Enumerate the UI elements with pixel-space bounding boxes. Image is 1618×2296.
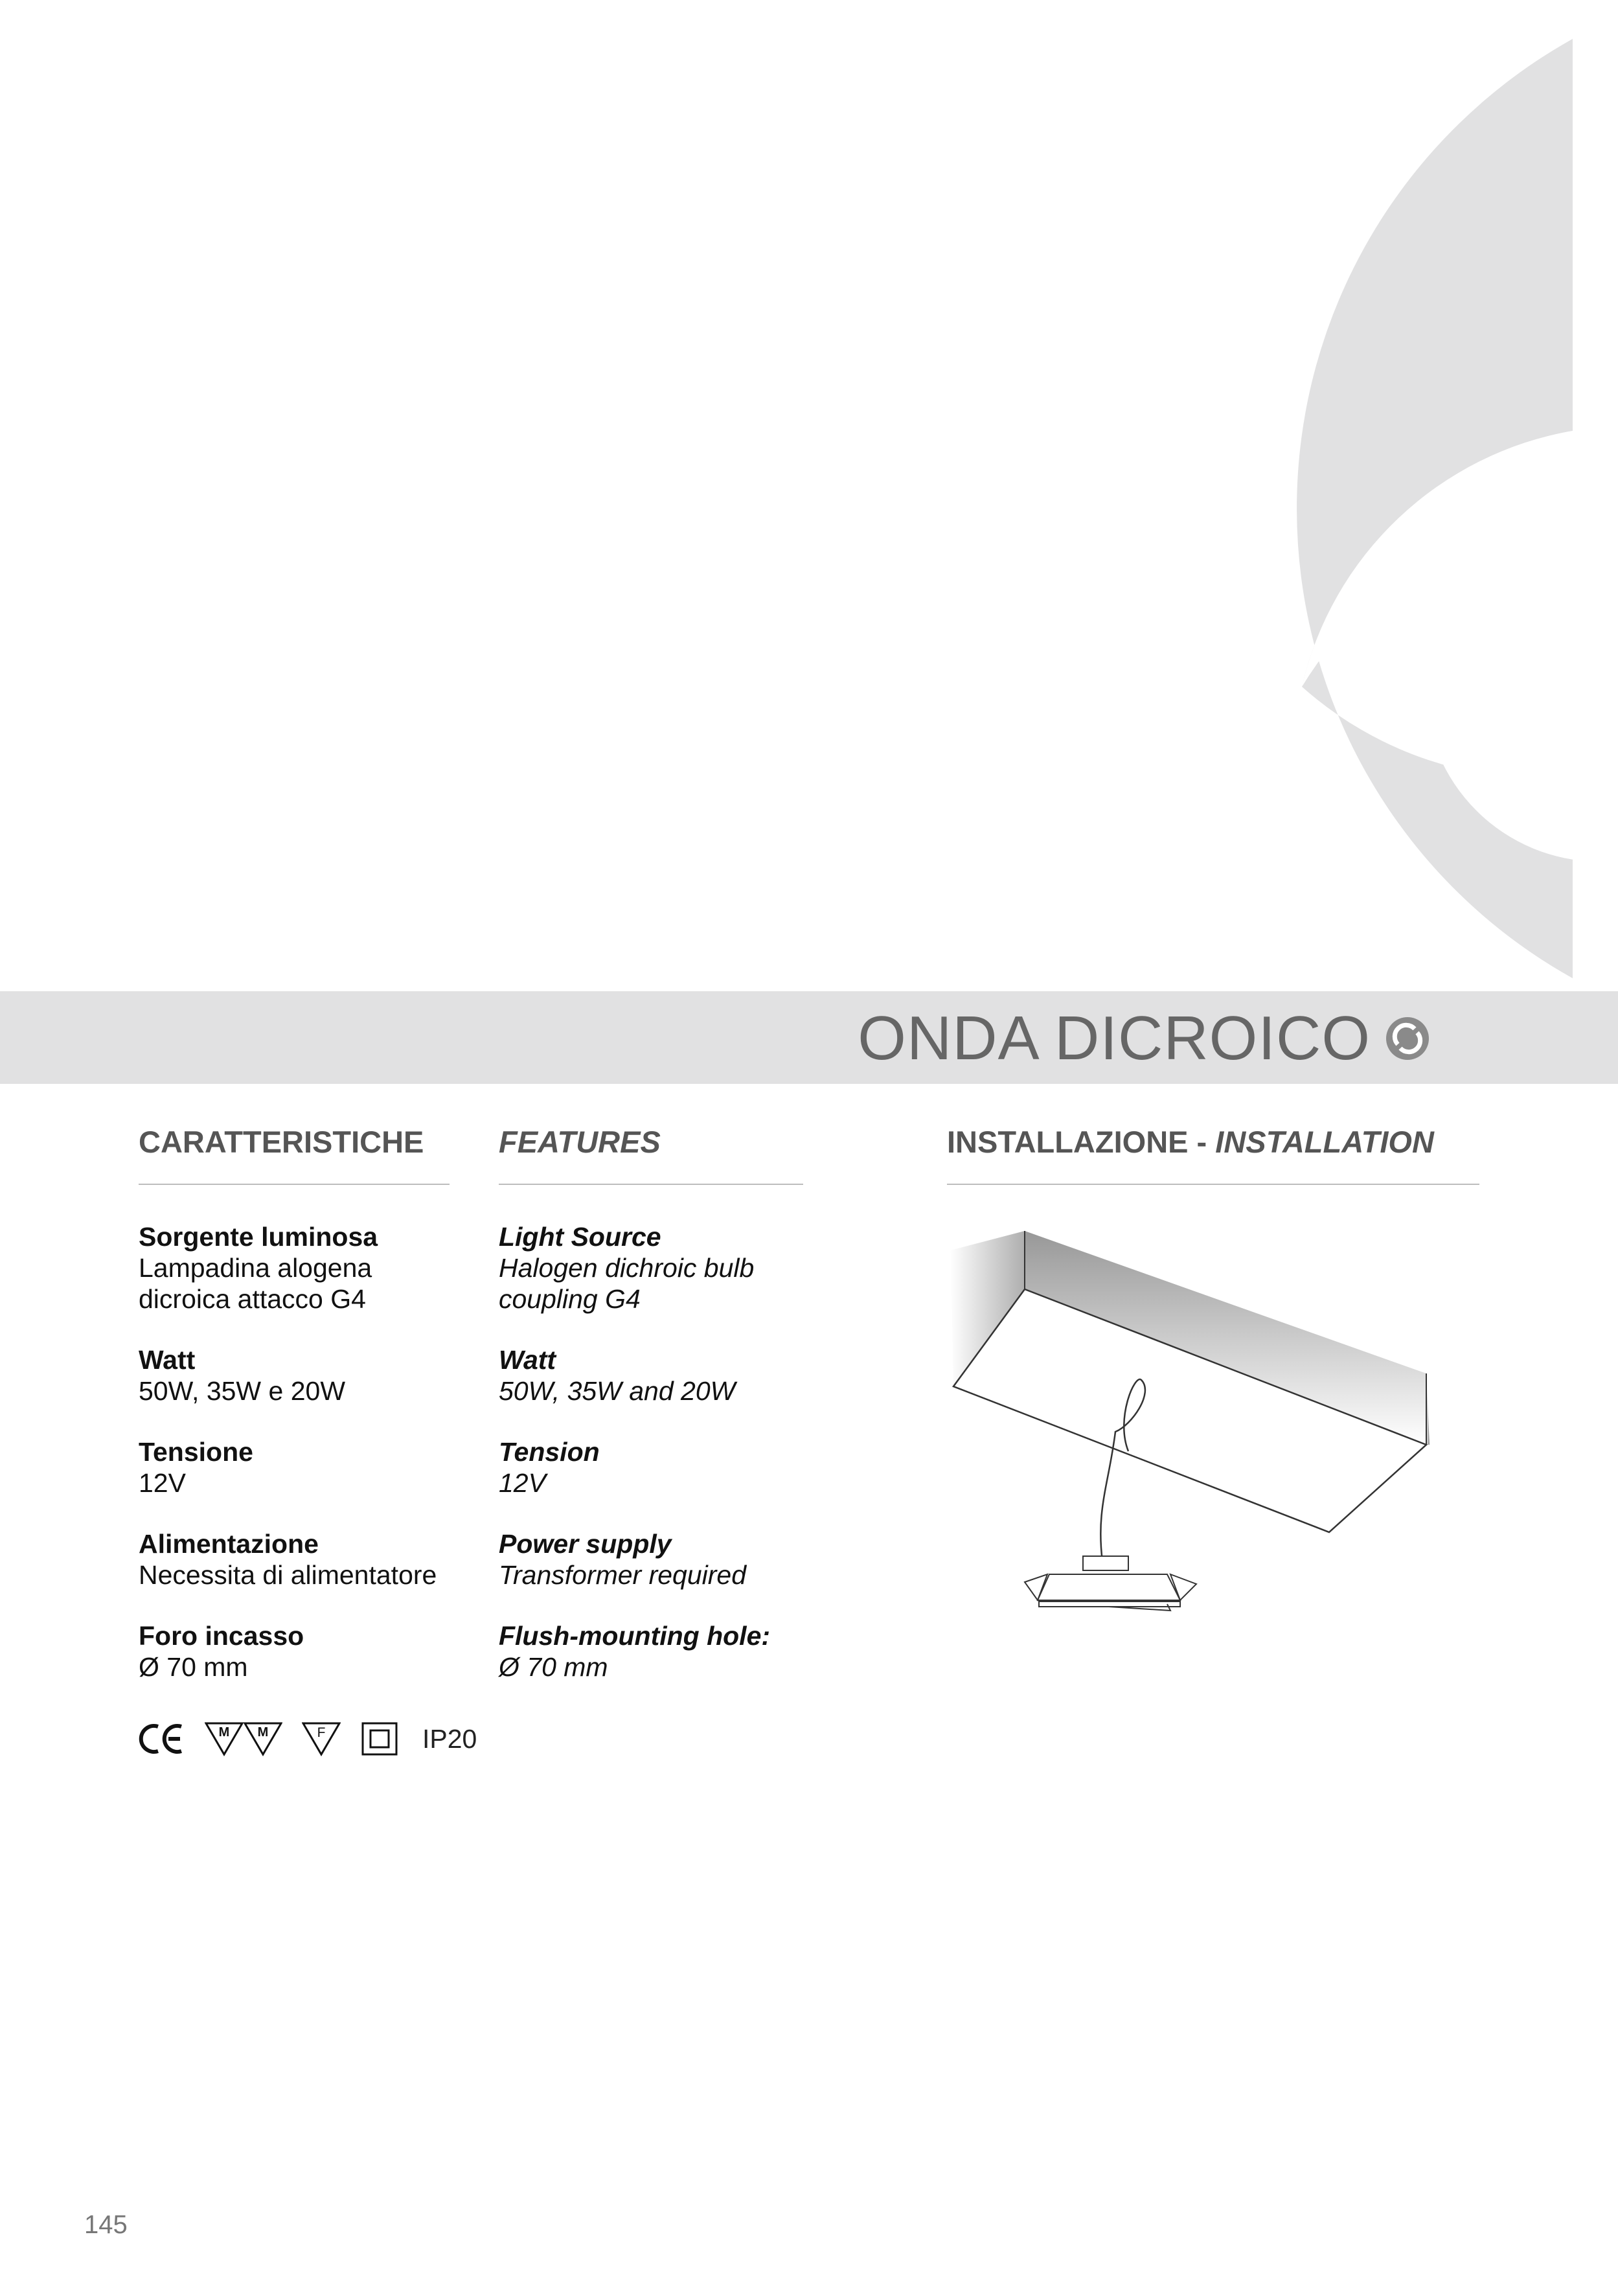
ip-rating: IP20 bbox=[422, 1723, 477, 1754]
feature-label: Flush-mounting hole: bbox=[499, 1621, 771, 1651]
feature-value: Transformer required bbox=[499, 1560, 747, 1590]
m-triangle-icon bbox=[205, 1721, 282, 1757]
feature-item bbox=[499, 1221, 803, 1314]
class-ii-square-icon bbox=[360, 1721, 399, 1757]
feature-label: Foro incasso bbox=[139, 1621, 304, 1651]
feature-value: Necessita di alimentatore bbox=[139, 1560, 437, 1590]
svg-text:F: F bbox=[317, 1725, 326, 1740]
feature-item bbox=[139, 1344, 450, 1406]
feature-item bbox=[139, 1620, 450, 1682]
feature-item bbox=[139, 1436, 450, 1498]
feature-item bbox=[499, 1344, 803, 1406]
feature-value: Ø 70 mm bbox=[499, 1652, 608, 1682]
feature-value: Lampadina alogena dicroica attacco G4 bbox=[139, 1253, 372, 1314]
feature-value: 12V bbox=[139, 1468, 186, 1498]
svg-text:M: M bbox=[257, 1725, 269, 1739]
installation-illustration bbox=[947, 1224, 1439, 1652]
installation-heading-it: INSTALLAZIONE - bbox=[947, 1125, 1216, 1159]
feature-label: Sorgente luminosa bbox=[139, 1222, 378, 1252]
feature-value: 50W, 35W e 20W bbox=[139, 1376, 346, 1406]
certification-marks bbox=[139, 1721, 477, 1757]
product-title bbox=[858, 1003, 1430, 1074]
feature-item bbox=[499, 1436, 803, 1498]
feature-label: Tensione bbox=[139, 1437, 253, 1467]
feature-item bbox=[139, 1528, 450, 1590]
installation-column bbox=[947, 1124, 1479, 1221]
feature-label: Alimentazione bbox=[139, 1529, 319, 1559]
product-title-text: ONDA DICROICO bbox=[858, 1004, 1371, 1073]
features-en-column bbox=[499, 1124, 803, 1712]
feature-item bbox=[499, 1620, 803, 1682]
brand-circle-icon bbox=[1385, 1016, 1430, 1061]
feature-item bbox=[499, 1528, 803, 1590]
decorative-swirl bbox=[0, 0, 1618, 991]
feature-label: Power supply bbox=[499, 1529, 672, 1559]
page-number: 145 bbox=[84, 2210, 128, 2239]
features-it-column bbox=[139, 1124, 450, 1712]
feature-value: 50W, 35W and 20W bbox=[499, 1376, 736, 1406]
installation-heading bbox=[947, 1124, 1479, 1185]
features-it-heading: CARATTERISTICHE bbox=[139, 1124, 450, 1185]
feature-item bbox=[139, 1221, 450, 1314]
feature-value: 12V bbox=[499, 1468, 546, 1498]
svg-text:M: M bbox=[218, 1725, 230, 1739]
feature-label: Tension bbox=[499, 1437, 600, 1467]
feature-value: Ø 70 mm bbox=[139, 1652, 248, 1682]
feature-label: Watt bbox=[139, 1345, 196, 1375]
feature-label: Watt bbox=[499, 1345, 556, 1375]
ce-mark-icon bbox=[139, 1723, 185, 1755]
features-en-heading: FEATURES bbox=[499, 1124, 803, 1185]
installation-heading-en: INSTALLATION bbox=[1215, 1125, 1434, 1159]
feature-label: Light Source bbox=[499, 1222, 661, 1252]
feature-value: Halogen dichroic bulb coupling G4 bbox=[499, 1253, 755, 1314]
f-triangle-icon bbox=[302, 1721, 341, 1757]
